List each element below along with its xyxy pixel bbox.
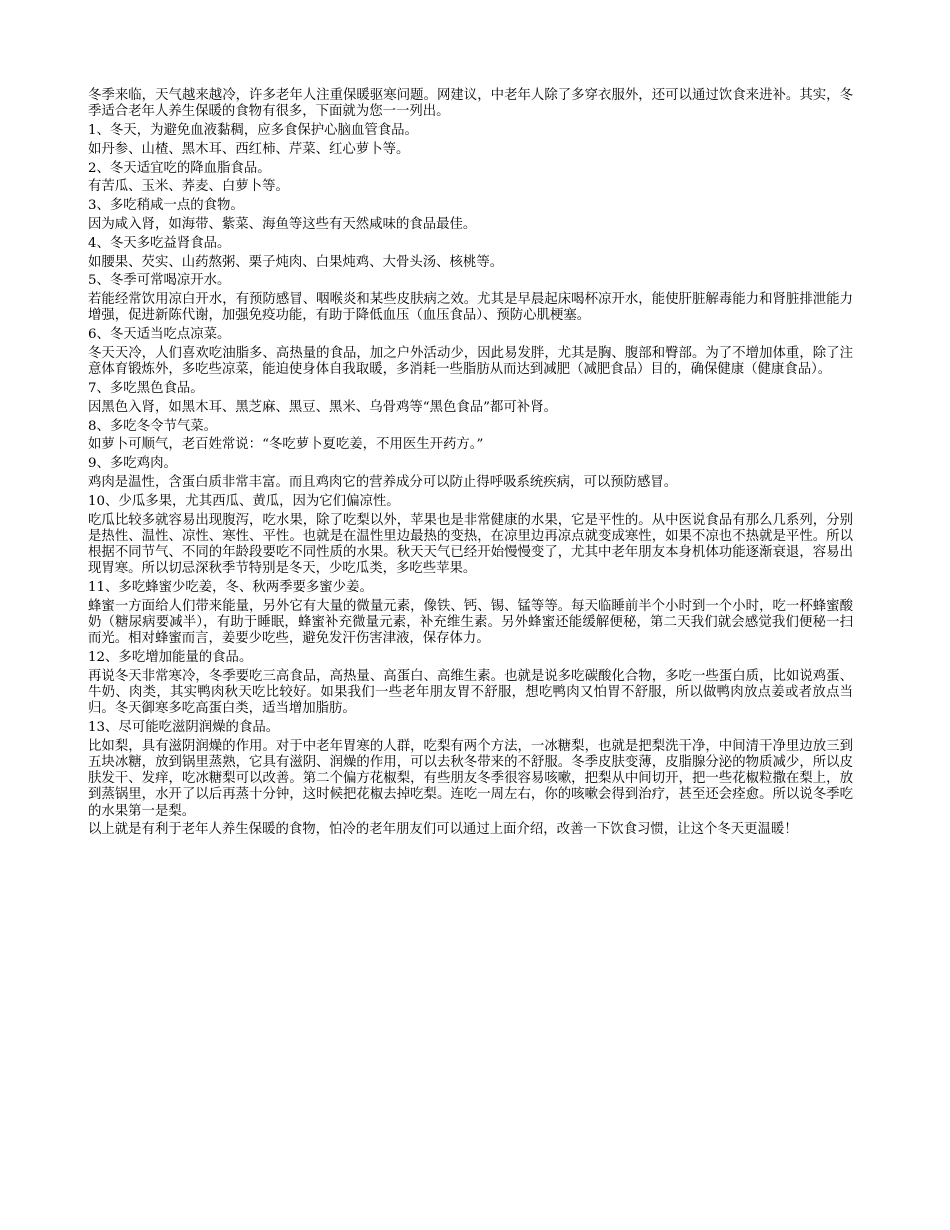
sections-container [88,123,853,820]
section-body: 如丹参、山楂、黑木耳、西红柿、芹菜、红心萝卜等。 [88,141,410,157]
section-heading: 10、少瓜多果，尤其西瓜、黄瓜，因为它们偏凉性。 [88,493,400,509]
section-heading: 1、冬天，为避免血液黏稠，应多食保护心脑血管食品。 [88,123,418,138]
section-body: 有苦瓜、玉米、荞麦、白萝卜等。 [88,179,289,195]
section-body: 若能经常饮用凉白开水，有预防感冒、咽喉炎和某些皮肤病之效。尤其是早晨起床喝杯凉开水，能使肝脏解毒能力和肾脏排泄能力增强，促进新陈代谢，加强免疫功能，有助于降低血压（血压食品）、预防心肌梗塞。 [88,292,853,324]
section-body: 因黑色入肾，如黑木耳、黑芝麻、黑豆、黑米、乌骨鸡等“黑色食品”都可补肾。 [88,399,557,415]
document-page [88,88,853,841]
section-body: 冬天天冷，人们喜欢吃油脂多、高热量的食品，加之户外活动少，因此易发胖，尤其是胸、腹部和臀部。为了不增加体重，除了注意体育锻炼外，多吃些凉菜，能迫使身体自我取暖，多消耗一些脂肪从而达到减肥（减肥食品）目的，确保健康（健康食品）。 [88,345,853,378]
section-body: 如萝卜可顺气，老百姓常说：“冬吃萝卜夏吃姜，不用医生开药方。” [88,437,484,453]
section-heading: 2、冬天适宜吃的降血脂食品。 [88,160,271,176]
section-heading: 11、多吃蜂蜜少吃姜，冬、秋两季要多蜜少姜。 [88,579,373,595]
section-body: 吃瓜比较多就容易出现腹泻，吃水果，除了吃梨以外，苹果也是非常健康的水果，它是平性的。从中医说食品有那么几系列，分别是热性、温性、凉性、寒性、平性。也就是在温性里边最热的变热，在凉里边再凉点就变成寒性，如果不凉也不热就是平性。所以根据不同节气、不同的年龄段要吃不同性质的水果。秋天天气已经开始慢慢变了，尤其中老年朋友本身机体功能逐渐衰退，容易出现胃寒。所以切忌深秋季节特别是冬天，少吃瓜类，多吃些苹果。 [88,512,853,577]
section-body: 再说冬天非常寒冷，冬季要吃三高食品，高热量、高蛋白、高维生素。也就是说多吃碳酸化合物，多吃一些蛋白质，比如说鸡蛋、牛奶、肉类，其实鸭肉秋天吃比较好。如果我们一些老年朋友胃不舒服，想吃鸭肉又怕胃不舒服，所以做鸭肉放点姜或者放点当归。冬天御寒多吃高蛋白类，适当增加脂肪。 [88,668,853,717]
section-body: 如腰果、芡实、山药熬粥、栗子炖肉、白果炖鸡、大骨头汤、核桃等。 [88,254,504,270]
section-body: 比如梨，具有滋阴润燥的作用。对于中老年胃寒的人群，吃梨有两个方法，一冰糖梨，也就是把梨洗干净，中间清干净里边放三到五块冰糖，放到锅里蒸熟，它具有滋阴、润燥的作用，可以去秋冬带来的不舒服。冬季皮肤变薄，皮脂腺分泌的物质减少，所以皮肤发干、发痒，吃冰糖梨可以改善。第二个偏方花椒梨，有些朋友冬季很容易咳嗽，把梨从中间切开，把一些花椒粒撒在梨上，放到蒸锅里，水开了以后再蒸十分钟，这时候把花椒去掉吃梨。连吃一周左右，你的咳嗽会得到治疗，甚至还会痊愈。所以说冬季吃的水果第一是梨。 [88,738,853,819]
section-heading: 9、多吃鸡肉。 [88,456,177,472]
section-heading: 4、冬天多吃益肾食品。 [88,235,231,251]
section-body: 鸡肉是温性，含蛋白质非常丰富。而且鸡肉它的营养成分可以防止得呼吸系统疾病，可以预防感冒。 [88,474,678,490]
section-heading: 3、多吃稍咸一点的食物。 [88,198,244,214]
section-heading: 8、多吃冬令节气菜。 [88,418,218,434]
section-heading: 6、冬天适当吃点凉菜。 [88,327,231,343]
section-heading: 13、尽可能吃滋阴润燥的食品。 [88,719,280,735]
section-heading: 12、多吃增加能量的食品。 [88,649,253,665]
section-body: 因为咸入肾，如海带、紫菜、海鱼等这些有天然咸味的食品最佳。 [88,216,477,232]
intro-paragraph: 冬季来临，天气越来越冷，许多老年人注重保暖驱寒问题。网建议，中老年人除了多穿衣服外，还可以通过饮食来进补。其实，冬季适合老年人养生保暖的食物有很多，下面就为您一一列出。 [88,88,853,120]
section-body: 蜂蜜一方面给人们带来能量，另外它有大量的微量元素，像铁、钙、锡、锰等等。每天临睡前半个小时到一个小时，吃一杯蜂蜜酸奶（糖尿病要减半），有助于睡眠，蜂蜜补充微量元素，补充维生素。另外蜂蜜还能缓解便秘，第二天我们就会感觉我们便秘一扫而光。相对蜂蜜而言，姜要少吃些，避免发汗伤害津液，保存体力。 [88,598,853,647]
section-heading: 7、多吃黑色食品。 [88,380,204,396]
section-heading: 5、冬季可常喝凉开水。 [88,273,231,289]
conclusion-paragraph: 以上就是有利于老年人养生保暖的食物，怕冷的老年朋友们可以通过上面介绍，改善一下饮食习惯，让这个冬天更温暖！ [88,822,798,838]
